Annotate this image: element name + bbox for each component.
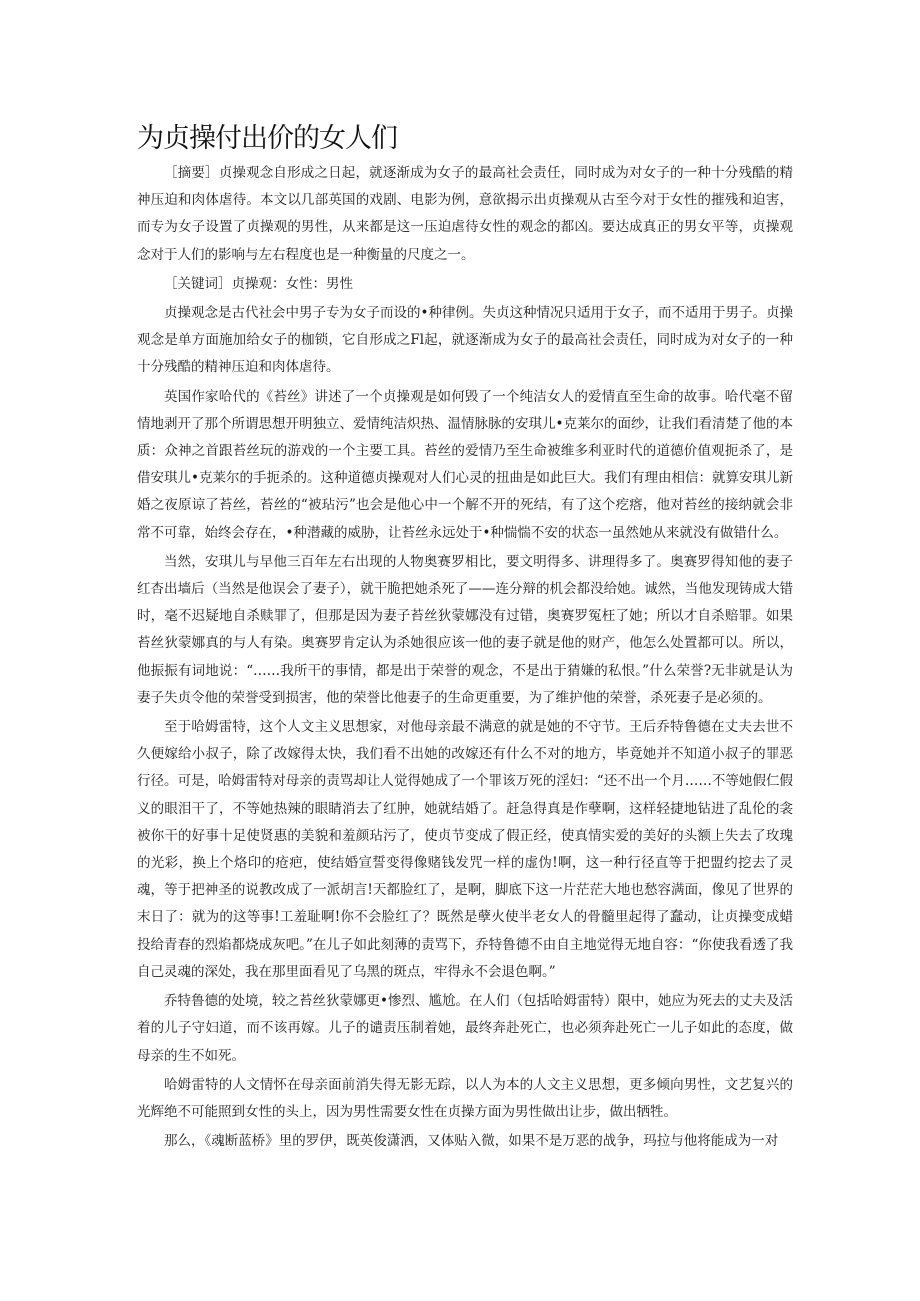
body-paragraph: 乔特鲁德的处境，较之苔丝狄蒙娜更•惨烈、尴尬。在人们（包括哈姆雷特）限中，她应为死去的丈夫及活着的儿子守妇道，而不该再嫁。儿子的谴责压制着她，最终奔赴死亡，也必须奔赴死亡一儿子如此的态度，做母亲的生不如死。 — [137, 993, 793, 1064]
document-body — [137, 160, 793, 1157]
body-paragraph: 至于哈姆雷特，这个人文主义思想家，对他母亲最不满意的就是她的不守节。王后乔特鲁德在丈夫去世不久便嫁给小叔子，除了改嫁得太快，我们看不出她的改嫁还有什么不对的地方，毕竟她并不知道小叔子的罪恶行径。可是，哈姆雷特对母亲的责骂却让人觉得她成了一个罪该万死的淫妇：“还不出一个月……不等她假仁假义的眼泪干了，不等她热辣的眼睛消去了红肿，她就结婚了。赶急得真是作孽啊，这样轻捷地钻进了乱伦的衾被你干的好事十足使贤惠的美貌和羞颜玷污了，使贞节变成了假正经，使真情实爱的美好的头额上失去了玫瑰的光彩，换上个烙印的疮疤，使结婚宣誓变得像赌钱发咒一样的虚伪!啊，这一种行径直等于把盟约挖去了灵魂，等于把神圣的说教改成了一派胡言!天都脸红了，是啊，脚底下这一片茫茫大地也愁容满面，像见了世界的末日了：就为的这等事!工羞耻啊!你不会脸红了？既然是孽火使半老女人的骨髓里起得了蠢动，让贞操变成蜡投给青春的烈焰都烧成灰吧。”在儿子如此刻薄的责骂下，乔特鲁德不由自主地觉得无地自容：“你使我看透了我自己灵魂的深处，我在那里面看见了乌黑的斑点，牢得永不会退色啊。” — [137, 719, 793, 980]
body-paragraph: 贞操观念是古代社会中男子专为女子而设的•种律例。失贞这种情况只适用于女子，而不适用于男子。贞操观念是单方面施加给女子的枷锁，它自形成之Fl起，就逐渐成为女子的最高社会责任，同时成为对女子的一种十分残酷的精神压迫和肉体虐待。 — [137, 305, 793, 376]
body-paragraph: 当然，安琪儿与早他三百年左右出现的人物奥赛罗相比，要文明得多、讲理得多了。奥赛罗得知他的妻子红杏出墙后（当然是他误会了妻子），就干脆把她杀死了——连分辩的机会都没给她。诚然，当他发现铸成大错时，毫不迟疑地自杀赎罪了，但那是因为妻子苔丝狄蒙娜没有过错，奥赛罗冤枉了她；所以才自杀赔罪。如果苔丝狄蒙娜真的与人有染。奥赛罗肯定认为杀她很应该一他的妻子就是他的财产，他怎么处置都可以。所以，他振振有词地说：“……我所干的事情，都是出于荣誉的观念，不是出于猜嫌的私恨。”什么荣誉?无非就是认为妻子失贞令他的荣誉受到损害，他的荣誉比他妻子的生命更重要，为了维护他的荣誉，杀死妻子是必须的。 — [137, 553, 793, 706]
abstract-paragraph: ［摘要］贞操观念自形成之日起，就逐渐成为女子的最高社会责任，同时成为对女子的一种十分残酷的精神压迫和肉体虐待。本文以几部英国的戏剧、电影为例，意欲揭示出贞操观从古至今对于女性的摧残和迫害，而专为女子设置了贞操观的男性，从来都是这一压迫虐待女性的观念的都凶。要达成真正的男女平等，贞操观念对于人们的影响与左右程度也是一种衡量的尺度之一。 — [137, 165, 793, 263]
page-title: 为贞操付出价的女人们 — [137, 123, 397, 154]
keywords-paragraph: ［关键词］贞操观：女性：男性 — [164, 275, 353, 292]
body-paragraph: 英国作家哈代的《苔丝》讲述了一个贞操观是如何毁了一个纯洁女人的爱情直至生命的故事。哈代毫不留情地剥开了那个所谓思想开明独立、爱情纯洁炽热、温情脉脉的安琪儿•克莱尔的面纱，让我们看清楚了他的本质：众神之首跟苔丝玩的游戏的一个主要工具。苔丝的爱情乃至生命被维多利亚时代的道德价值观扼杀了，是借安琪儿•克莱尔的手扼杀的。这种道德贞操观对人们心灵的扭曲是如此巨大。我们有理由相信：就算安琪儿新婚之夜原谅了苔丝，苔丝的“被玷污”也会是他心中一个解不开的死结，有了这个疙瘩，他对苔丝的接纳就会非常不可靠，始终会存在，•种潜藏的威胁，让苔丝永远处于•种惴惴不安的状态一虽然她从来就没有做错什么。 — [137, 388, 793, 541]
body-paragraph: 那么，《魂断蓝桥》里的罗伊，既英俊潇洒，又体贴入微，如果不是万恶的战争，玛拉与他将能成为一对 — [164, 1133, 779, 1150]
body-paragraph: 哈姆雷特的人文情怀在母亲面前消失得无影无踪，以人为本的人文主义思想，更多倾向男性，文艺复兴的光辉绝不可能照到女性的头上，因为男性需要女性在贞操方面为男性做出让步，做出牺牲。 — [137, 1076, 793, 1120]
